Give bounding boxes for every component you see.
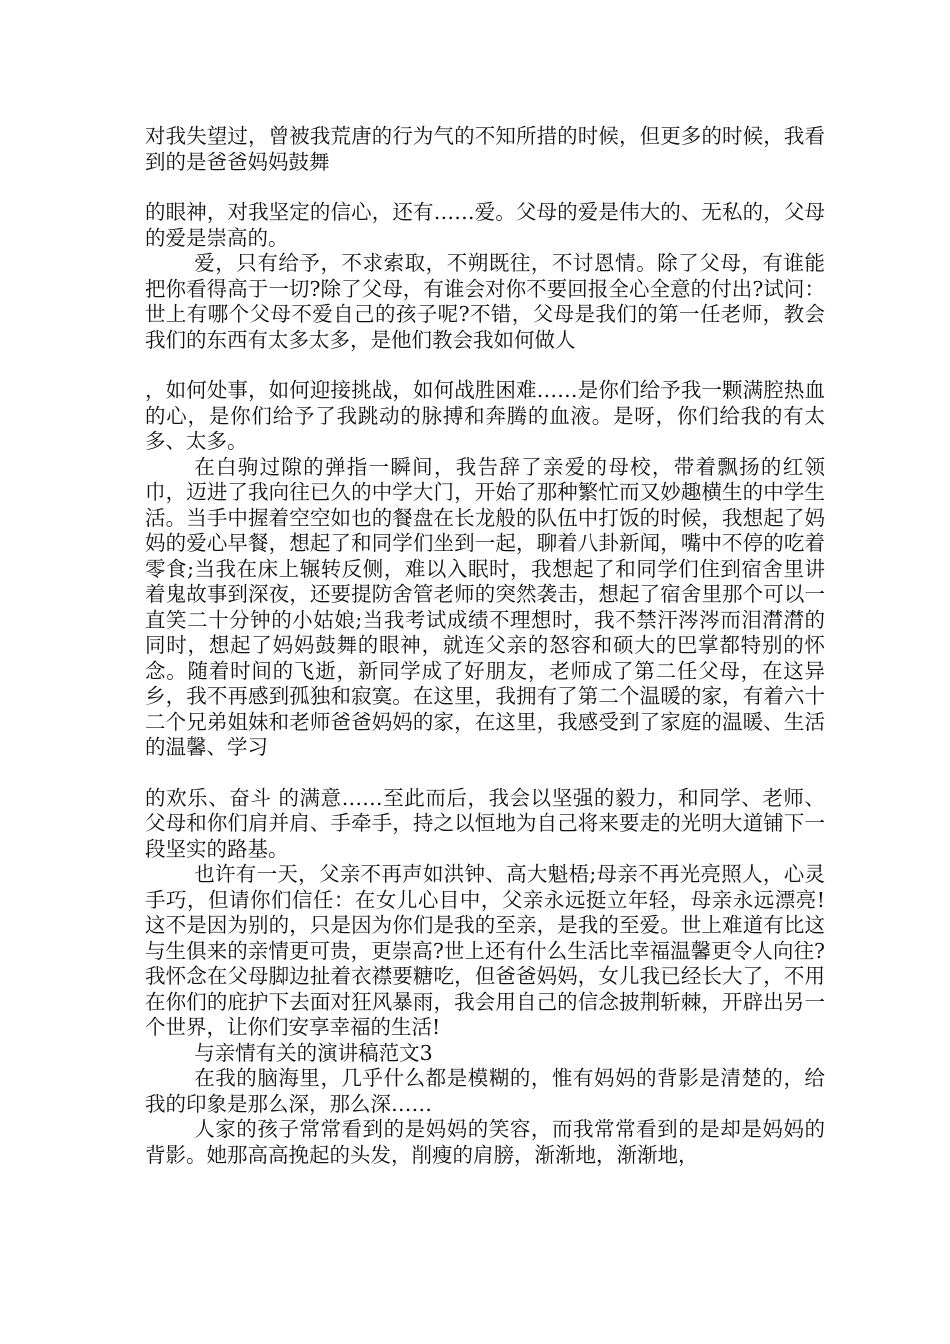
paragraph-8: 在我的脑海里，几乎什么都是模糊的，惟有妈妈的背影是清楚的，给我的印象是那么深，那么深…… <box>145 1066 825 1116</box>
paragraph-6: 的欢乐、奋斗 的满意……至此而后，我会以坚强的毅力，和同学、老师、父母和你们肩并肩、手牵手，持之以恒地为自己将来要走的光明大道铺下一段坚实的路基。 <box>145 785 825 861</box>
section-heading: 与亲情有关的演讲稿范文3 <box>194 1040 433 1065</box>
paragraph-5: 在白驹过隙的弹指一瞬间，我告辞了亲爱的母校，带着飘扬的红领巾，迈进了我向往已久的中学大门，开始了那种繁忙而又妙趣横生的中学生活。当手中握着空空如也的餐盘在长龙般的队伍中打饭的时候，我想起了妈妈的爱心早餐，想起了和同学们坐到一起，聊着八卦新闻，嘴中不停的吃着零食;当我在床上辗转反侧，难以入眠时，我想起了和同学们住到宿舍里讲着鬼故事到深夜，还要提防舍管老师的突然袭击，想起了宿舍里那个可以一直笑二十分钟的小姑娘;当我考试成绩不理想时，我不禁汗涔涔而泪潸潸的同时，想起了妈妈鼓舞的眼神，就连父亲的怒容和硕大的巴掌都特别的怀念。随着时间的飞逝，新同学成了好朋友，老师成了第二任父母，在这异乡，我不再感到孤独和寂寞。在这里，我拥有了第二个温暖的家，有着六十二个兄弟姐妹和老师爸爸妈妈的家，在这里，我感受到了家庭的温暖、生活的温馨、学习 <box>145 454 825 759</box>
paragraph-7: 也许有一天，父亲不再声如洪钟、高大魁梧;母亲不再光亮照人，心灵手巧，但请你们信任：在女儿心目中，父亲永远挺立年轻，母亲永远漂亮!这不是因为别的，只是因为你们是我的至亲，是我的至爱。世上难道有比这与生俱来的亲情更可贵，更崇高?世上还有什么生活比幸福温馨更令人向往?我怀念在父母脚边扯着衣襟要糖吃，但爸爸妈妈，女儿我已经长大了，不用在你们的庇护下去面对狂风暴雨，我会用自己的信念披荆斩棘，开辟出另一个世界，让你们安享幸福的生活! <box>145 862 825 1039</box>
paragraph-1: 对我失望过，曾被我荒唐的行为气的不知所措的时候，但更多的时候，我看到的是爸爸妈妈鼓舞 <box>145 124 825 174</box>
paragraph-2: 的眼神，对我坚定的信心，还有……爱。父母的爱是伟大的、无私的，父母的爱是崇高的。 <box>145 200 825 250</box>
paragraph-3: 爱，只有给予，不求索取，不朔既往，不讨恩情。除了父母，有谁能把你看得高于一切?除了父母，有谁会对你不要回报全心全意的付出?试问：世上有哪个父母不爱自己的孩子呢?不错，父母是我们的第一任老师，教会我们的东西有太多太多，是他们教会我如何做人 <box>145 251 825 352</box>
paragraph-9: 人家的孩子常常看到的是妈妈的笑容，而我常常看到的是却是妈妈的背影。她那高高挽起的头发，削瘦的肩膀，渐渐地，渐渐地， <box>145 1117 825 1167</box>
document-page <box>145 124 825 1168</box>
paragraph-4: ，如何处事，如何迎接挑战，如何战胜困难……是你们给予我一颗满腔热血的心，是你们给予了我跳动的脉搏和奔腾的血液。是呀，你们给我的有太多、太多。 <box>145 378 825 453</box>
